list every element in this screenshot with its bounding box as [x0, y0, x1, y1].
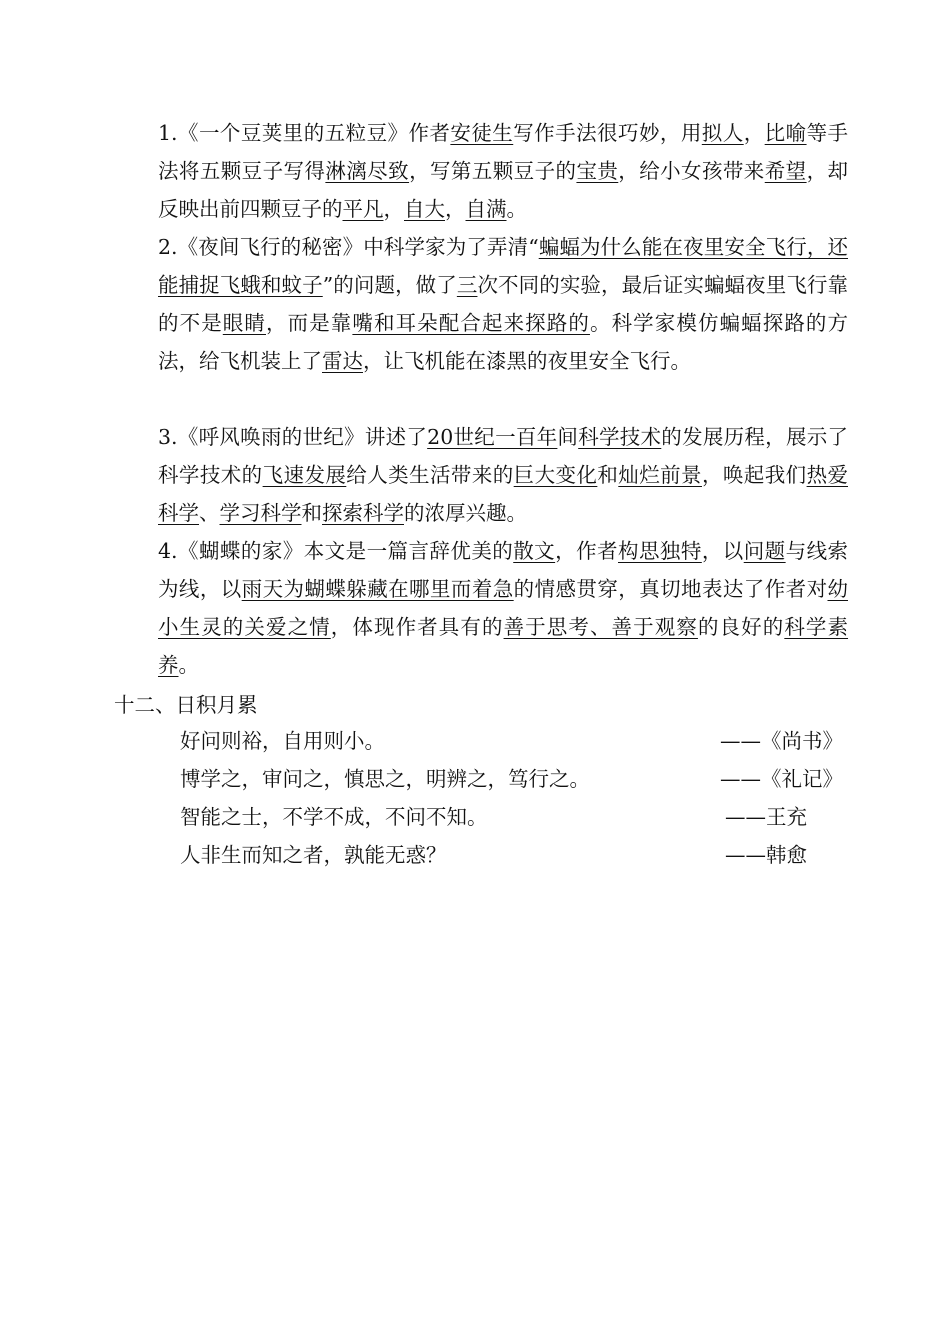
answer-text: ，以: [701, 539, 744, 563]
quote-text: 博学之，审问之，慎思之，明辨之，笃行之。: [180, 767, 590, 791]
answer-text: 和: [597, 463, 619, 487]
quote-line-3: [180, 802, 850, 832]
answer-underlined: 飞速发展: [262, 463, 347, 487]
answer-underlined: 灿烂前景: [618, 463, 702, 487]
answer-underlined: 希望: [764, 159, 807, 183]
answer-item-4: [158, 532, 848, 684]
section-title: 十二、日积月累: [114, 693, 258, 717]
answer-underlined: 比喻: [764, 121, 807, 145]
answer-text: ”的问题，做了: [322, 273, 457, 297]
quote-source: ——《礼记》: [720, 767, 843, 791]
answer-text: 与线索为线，以: [158, 539, 849, 601]
answer-underlined: 雷达: [322, 349, 363, 373]
answer-text: ，: [445, 197, 466, 221]
answer-underlined: 拟人: [701, 121, 744, 145]
answer-underlined: 嘴和耳朵配合起来探路的: [352, 311, 590, 335]
answer-text: 3.《呼风唤雨的世纪》讲述了: [158, 425, 428, 449]
answer-underlined: 科学素养: [158, 615, 849, 677]
answer-text: ，作者: [555, 539, 618, 563]
quote-line-1: [180, 726, 850, 756]
answer-text: 1.《一个豆荚里的五粒豆》作者: [158, 121, 451, 145]
answer-text: 间: [557, 425, 579, 449]
answer-underlined: 巨大变化: [513, 463, 598, 487]
answer-text: 的情感贯穿，真切地表达了作者对: [513, 577, 828, 601]
answer-item-2: [158, 228, 848, 380]
answer-text: ，: [743, 121, 765, 145]
answer-underlined: 探索科学: [322, 501, 404, 525]
answer-underlined: 散文: [513, 539, 556, 563]
answer-text: 。: [506, 197, 527, 221]
answer-text: ，唤起我们: [701, 463, 807, 487]
answer-underlined: 构思独特: [618, 539, 702, 563]
answer-text: 2.《夜间飞行的秘密》中科学家为了弄清“: [158, 235, 539, 259]
quote-source: ——《尚书》: [720, 729, 843, 753]
answer-text: ，给小女孩带来: [618, 159, 765, 183]
answer-underlined: 善于思考、善于观察: [503, 615, 698, 639]
answer-text: ，写第五颗豆子的: [409, 159, 577, 183]
answer-underlined: 自大: [404, 197, 445, 221]
answer-underlined: 幼小生灵的关爱之情: [158, 577, 848, 639]
answer-text: 写作手法很巧妙，用: [513, 121, 702, 145]
answer-text: ，体现作者具有的: [330, 615, 504, 639]
answer-underlined: 自满: [465, 197, 507, 221]
quote-source: ——韩愈: [725, 843, 807, 867]
quote-source: ——王充: [725, 805, 807, 829]
answer-text: 。: [178, 653, 199, 677]
answer-underlined: 平凡: [342, 197, 384, 221]
quote-line-2: [180, 764, 850, 794]
answer-text: ，而是靠: [266, 311, 353, 335]
answer-underlined: 三: [456, 273, 478, 297]
quote-text: 好问则裕，自用则小。: [180, 729, 385, 753]
answer-underlined: 热爱科学: [158, 463, 848, 525]
answer-text: 和: [301, 501, 322, 525]
quote-text: 智能之士，不学不成，不问不知。: [180, 805, 488, 829]
answer-underlined: 20世纪一百年: [427, 425, 558, 449]
answer-underlined: 宝贵: [576, 159, 619, 183]
answer-underlined: 安徒生: [450, 121, 514, 145]
answer-item-3: [158, 418, 848, 532]
answer-item-1: [158, 114, 848, 228]
answer-underlined: 问题: [743, 539, 786, 563]
answer-underlined: 淋漓尽致: [325, 159, 410, 183]
answer-underlined: 眼睛: [222, 311, 266, 335]
answer-text: 的良好的: [697, 615, 785, 639]
answer-underlined: 蝙蝠为什么能在夜里安全飞行，还能捕捉飞蛾和蚊子: [158, 235, 848, 297]
quote-line-4: [180, 840, 850, 870]
answer-underlined: 科学技术: [578, 425, 662, 449]
answer-text: ，让飞机能在漆黑的夜里安全飞行。: [363, 349, 691, 373]
answer-text: 给人类生活带来的: [346, 463, 514, 487]
answer-text: 4.《蝴蝶的家》本文是一篇言辞优美的: [158, 539, 514, 563]
quote-text: 人非生而知之者，孰能无惑？: [180, 843, 447, 867]
answer-text: 的浓厚兴趣。: [404, 501, 527, 525]
answer-underlined: 雨天为蝴蝶躲藏在哪里而着急: [241, 577, 514, 601]
answer-text: ，却反映出前四颗豆子的: [158, 159, 848, 221]
answer-text: 等手法将五颗豆子写得: [158, 121, 849, 183]
answer-underlined: 学习科学: [219, 501, 302, 525]
answer-text: 次不同的实验，最后证实蝙蝠夜里飞行靠的不是: [158, 273, 849, 335]
answer-text: 。科学家模仿蝙蝠探路的方法，给飞机装上了: [158, 311, 849, 373]
answer-text: ，: [383, 197, 404, 221]
answer-text: 、: [199, 501, 220, 525]
answer-text: 的发展历程，展示了科学技术的: [158, 425, 849, 487]
